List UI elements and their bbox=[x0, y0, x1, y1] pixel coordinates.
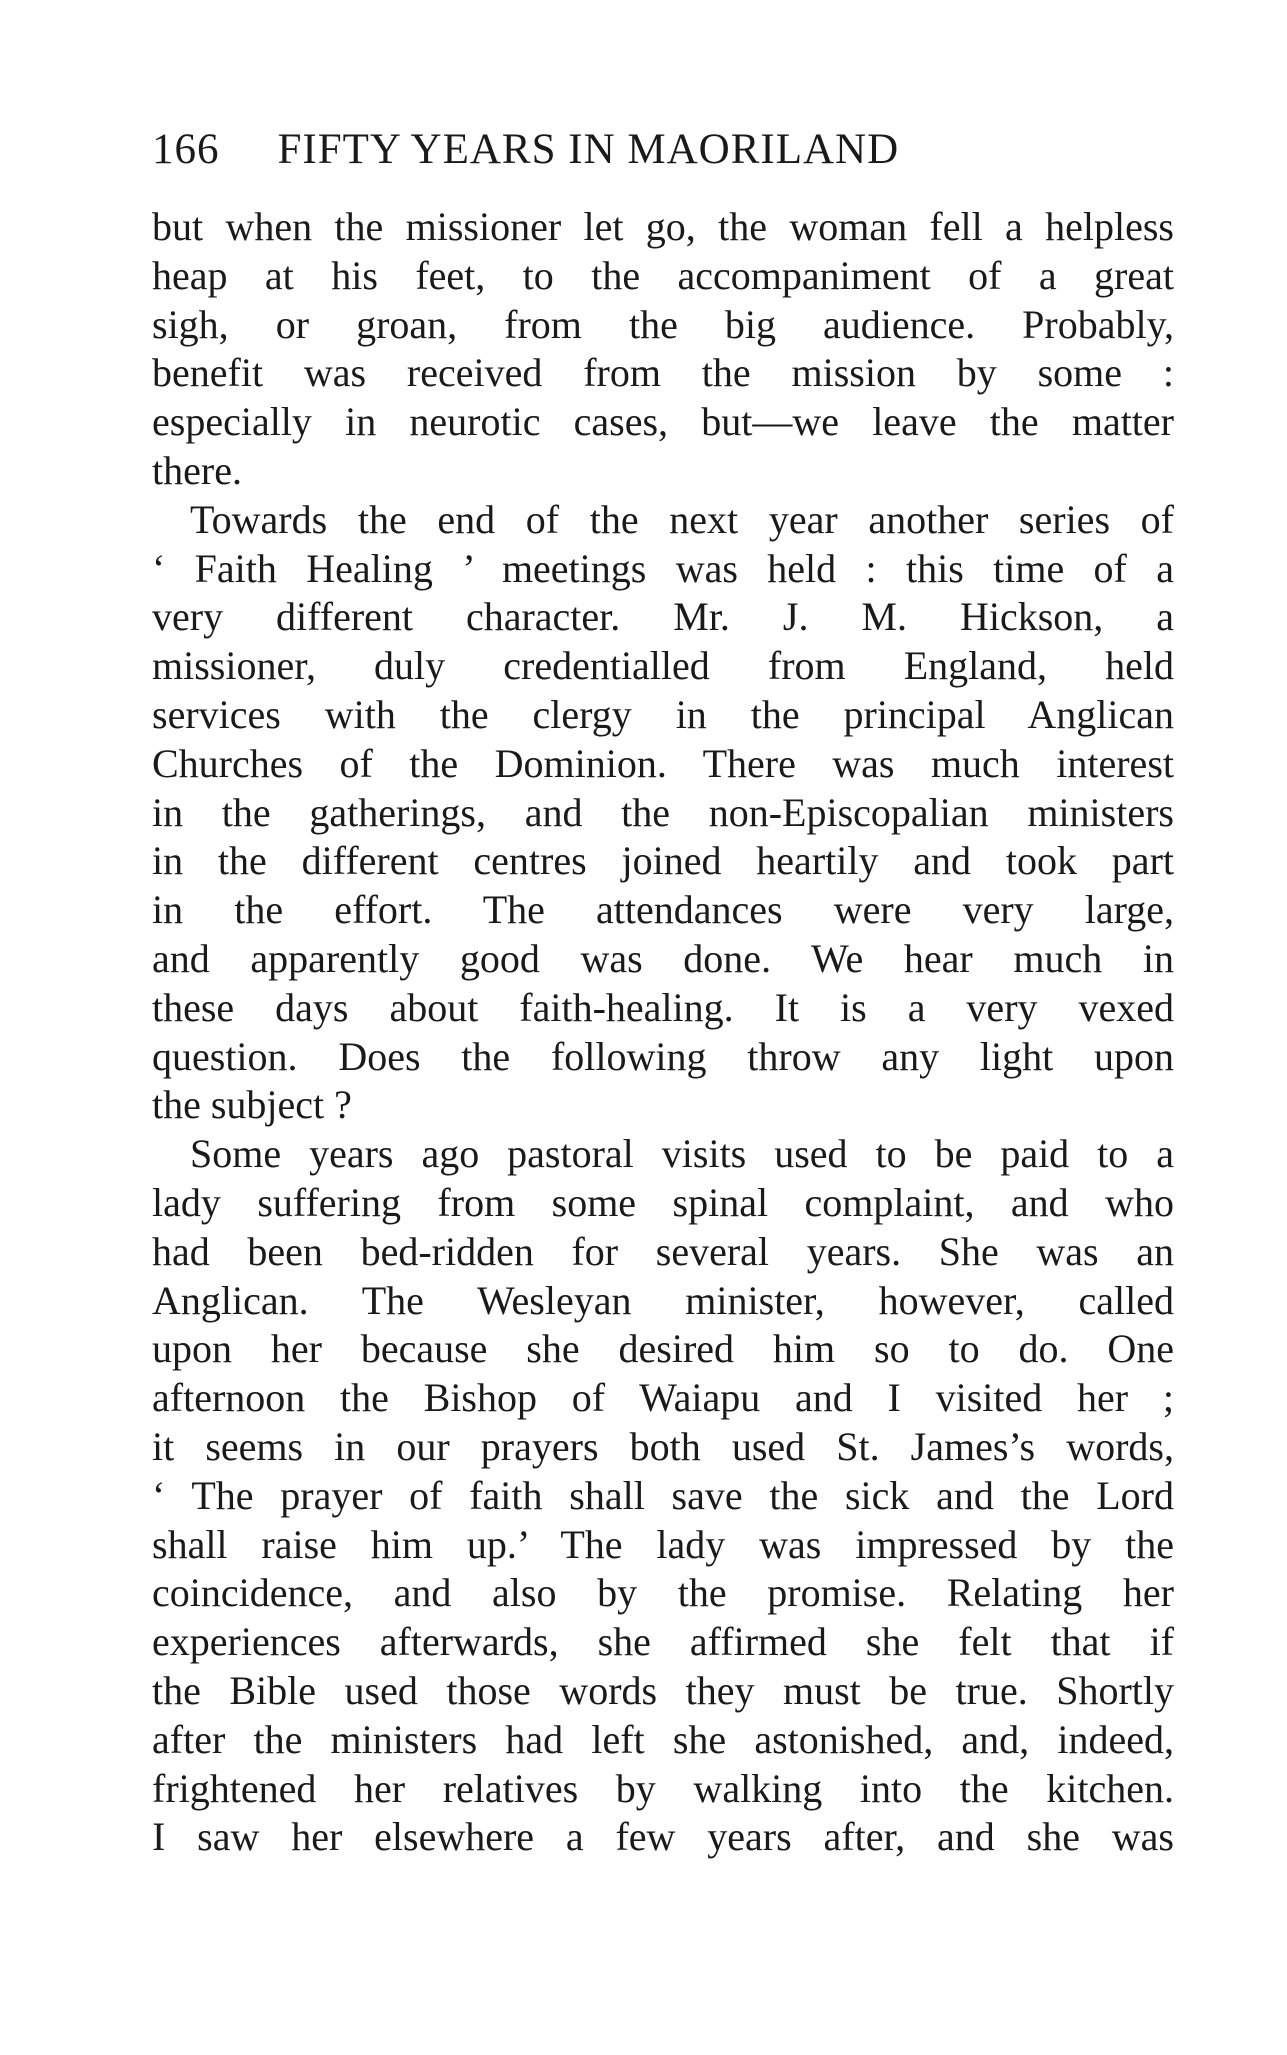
body-text bbox=[152, 203, 1174, 1862]
text-line: question. Does the following throw any light upon bbox=[152, 1033, 1174, 1079]
running-title: FIFTY YEARS IN MAORILAND bbox=[277, 126, 900, 173]
text-line: upon her because she desired him so to do. One bbox=[152, 1326, 1174, 1372]
text-line: there. bbox=[152, 447, 242, 493]
page-number: 166 bbox=[152, 126, 220, 173]
text-line: ‘ Faith Healing ’ meetings was held : this time of a bbox=[152, 545, 1174, 591]
text-line: these days about faith-healing. It is a very vexed bbox=[152, 984, 1174, 1030]
text-line: in the different centres joined heartily and took part bbox=[152, 838, 1174, 884]
text-line: lady suffering from some spinal complaint, and who bbox=[152, 1179, 1174, 1225]
text-line: benefit was received from the mission by some : bbox=[152, 350, 1174, 396]
text-line: experiences afterwards, she affirmed she felt that if bbox=[152, 1619, 1174, 1665]
text-line: shall raise him up.’ The lady was impressed by the bbox=[152, 1521, 1174, 1567]
text-line: and apparently good was done. We hear much in bbox=[152, 935, 1174, 981]
text-line: in the effort. The attendances were very large, bbox=[152, 887, 1174, 933]
text-line: ‘ The prayer of faith shall save the sick and the Lord bbox=[152, 1472, 1174, 1518]
running-head bbox=[152, 120, 1172, 180]
text-line: it seems in our prayers both used St. James’s words, bbox=[152, 1423, 1174, 1469]
text-line: had been bed-ridden for several years. She was an bbox=[152, 1228, 1174, 1274]
text-line: Some years ago pastoral visits used to be paid to a bbox=[190, 1131, 1174, 1177]
text-line: sigh, or groan, from the big audience. Probably, bbox=[152, 301, 1174, 347]
text-line: after the ministers had left she astonished, and, indeed, bbox=[152, 1716, 1174, 1762]
text-line: frightened her relatives by walking into the kitchen. bbox=[152, 1765, 1174, 1811]
text-line: very different character. Mr. J. M. Hickson, a bbox=[152, 594, 1174, 640]
text-line: missioner, duly credentialled from England, held bbox=[152, 643, 1174, 689]
text-line: especially in neurotic cases, but—we leave the matter bbox=[152, 399, 1174, 445]
text-line: services with the clergy in the principal Anglican bbox=[152, 691, 1174, 737]
text-line: I saw her elsewhere a few years after, and she was bbox=[152, 1814, 1174, 1860]
text-line: Anglican. The Wesleyan minister, however, called bbox=[152, 1277, 1174, 1323]
text-line: in the gatherings, and the non-Episcopalian ministers bbox=[152, 789, 1174, 835]
text-line: coincidence, and also by the promise. Relating her bbox=[152, 1570, 1174, 1616]
text-line: Towards the end of the next year another series of bbox=[190, 496, 1174, 542]
text-line: the subject ? bbox=[152, 1082, 352, 1128]
text-line: heap at his feet, to the accompaniment of a great bbox=[152, 252, 1174, 298]
text-line: but when the missioner let go, the woman fell a helpless bbox=[152, 204, 1174, 249]
text-line: Churches of the Dominion. There was much interest bbox=[152, 740, 1174, 786]
text-line: the Bible used those words they must be true. Shortly bbox=[152, 1667, 1174, 1713]
text-line: afternoon the Bishop of Waiapu and I visited her ; bbox=[152, 1375, 1174, 1421]
